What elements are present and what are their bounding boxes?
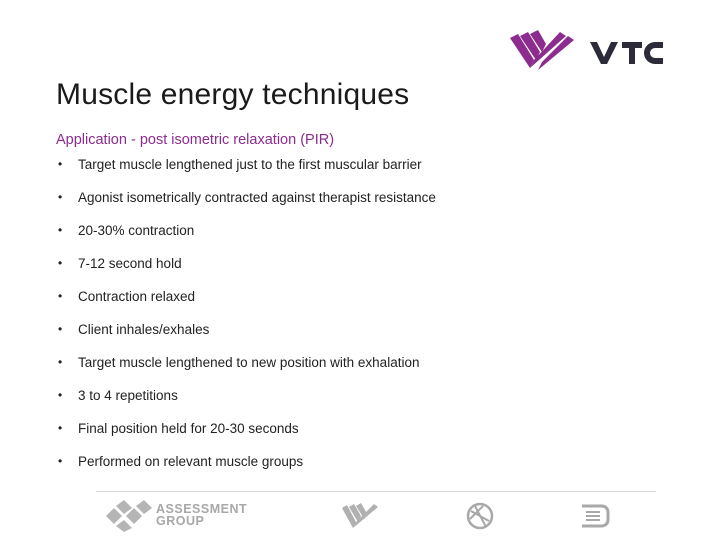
footer-divider: [96, 491, 656, 492]
bullet-icon: •: [58, 454, 63, 468]
assessment-group-line2: GROUP: [156, 514, 205, 528]
bullet-text: Client inhales/exhales: [78, 322, 210, 337]
bullet-text: 3 to 4 repetitions: [78, 388, 178, 403]
bullet-text: 7-12 second hold: [78, 256, 182, 271]
itec-logo: [580, 503, 610, 534]
bullet-text: Contraction relaxed: [78, 289, 196, 304]
vtct-logo: [508, 26, 678, 78]
bullet-icon: •: [58, 421, 63, 435]
assessment-group-logo: [104, 500, 152, 537]
vtct-logo-icon: [508, 26, 678, 78]
assessment-group-icon: [104, 500, 152, 532]
bullet-text: Target muscle lengthened just to the first muscular barrier: [78, 157, 422, 172]
bullet-icon: •: [58, 388, 63, 402]
globe-icon: [466, 502, 494, 530]
assessment-group-line1: ASSESSMENT: [156, 502, 248, 516]
assessment-group-wordmark: [156, 503, 247, 527]
bullet-icon: •: [58, 256, 63, 270]
vtct-chevron-logo: [342, 502, 380, 535]
bullet-text: 20-30% contraction: [78, 223, 195, 238]
bullet-text: Target muscle lengthened to new position with exhalation: [78, 355, 420, 370]
bullet-text: Agonist isometrically contracted against therapist resistance: [78, 190, 436, 205]
slide-subtitle: Application - post isometric relaxation (PIR): [56, 132, 335, 148]
bullet-icon: •: [58, 289, 63, 303]
bullet-icon: •: [58, 190, 63, 204]
slide-title: Muscle energy techniques: [56, 78, 410, 111]
bullet-icon: •: [58, 355, 63, 369]
bullet-text: Final position held for 20-30 seconds: [78, 421, 299, 436]
bullet-icon: •: [58, 322, 63, 336]
bullet-icon: •: [58, 223, 63, 237]
bullet-text: Performed on relevant muscle groups: [78, 454, 304, 469]
chevron-logo-icon: [342, 502, 380, 530]
globe-logo: [466, 502, 494, 535]
itec-icon: [580, 503, 610, 529]
bullet-icon: •: [58, 157, 63, 171]
